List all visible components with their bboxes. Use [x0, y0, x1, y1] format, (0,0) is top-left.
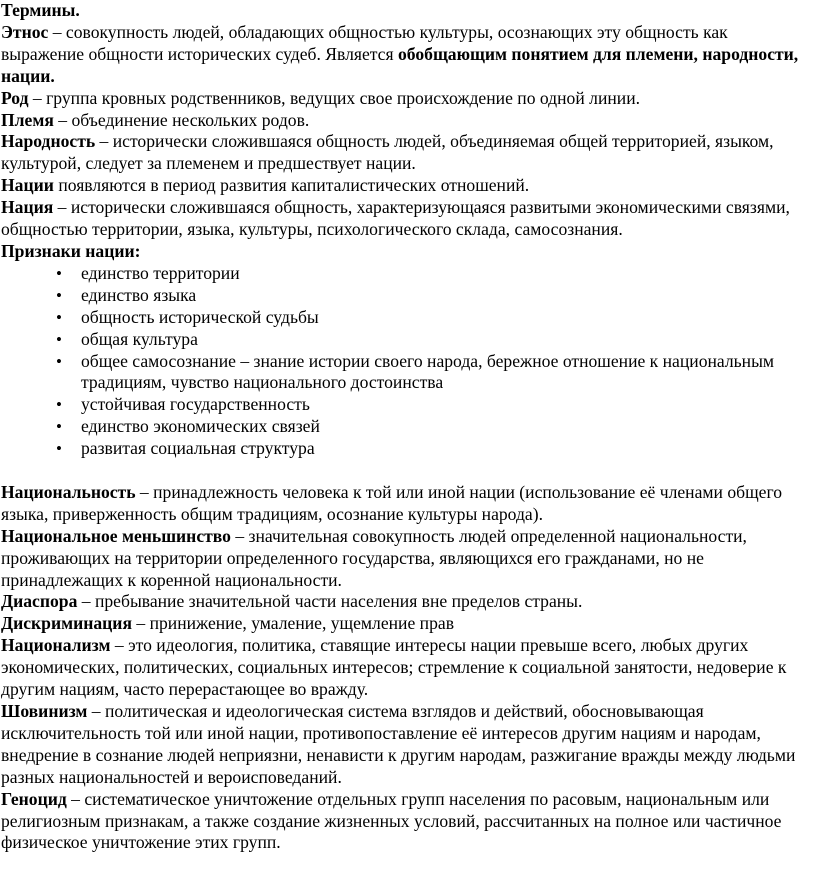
term-rod: Род – группа кровных родственников, ведущих свое происхождение по одной линии.	[1, 87, 641, 108]
signs-heading: Признаки нации:	[1, 240, 141, 261]
list-item: • единство экономических связей	[81, 416, 806, 438]
signs-list	[1, 263, 806, 460]
list-item: • устойчивая государственность	[81, 394, 806, 416]
term-genotsid: Геноцид – систематическое уничтожение отдельных групп населения по расовым, национальным или религиозным признакам, а также создание жизненных условий, рассчитанных на полное или частичное физическое уничтожение этих групп.	[1, 788, 782, 853]
term-diaspora: Диаспора – пребывание значительной части населения вне пределов страны.	[1, 591, 583, 612]
list-item: • единство языка	[81, 285, 806, 307]
term-natsionalnoe-menshinstvo: Национальное меньшинство – значительная совокупность людей определенной национальности, проживающих на территории определенного государства, являющихся его гражданами, но не принадлежащих к коренной национальности.	[1, 525, 747, 590]
list-item: • общая культура	[81, 329, 806, 351]
list-item: • общее самосознание – знание истории своего народа, бережное отношение к национальным традициям, чувство национального достоинства	[81, 351, 806, 395]
spacer	[1, 460, 806, 482]
document-title: Термины.	[1, 0, 80, 20]
list-item: • развитая социальная структура	[81, 438, 806, 460]
term-natsionalnost: Национальность – принадлежность человека к той или иной нации (использование её членами общего языка, приверженность общим традициям, осознание культуры народа).	[1, 481, 783, 524]
term-natsii: Нации появляются в период развития капиталистических отношений.	[1, 175, 530, 196]
list-item: • единство территории	[81, 263, 806, 285]
term-plemya: Племя – объединение нескольких родов.	[1, 109, 310, 130]
term-narodnost: Народность – исторически сложившаяся общность людей, объединяемая общей территорией, языком, культурой, следует за племенем и предшествует нации.	[1, 131, 774, 174]
term-diskriminatsiya: Дискриминация – принижение, умаление, ущемление прав	[1, 613, 454, 634]
term-natsiya: Нация – исторически сложившаяся общность, характеризующаяся развитыми экономическими связями, общностью территории, языка, культуры, психологического склада, самосознания.	[1, 197, 790, 240]
term-shovinizm: Шовинизм – политическая и идеологическая система взглядов и действий, обосновывающая исключительность той или иной нации, противопоставление её интересов другим нациям и народам, внедрение в сознание людей неприязни, ненависти к другим народам, разжигание вражды между людьми разных национальностей и вероисповеданий.	[1, 700, 796, 787]
term-ethnos: Этнос – совокупность людей, обладающих общностью культуры, осознающих эту общность как выражение общности исторических судеб. Является обобщающим понятием для племени, народности, нации.	[1, 21, 799, 86]
list-item: • общность исторической судьбы	[81, 307, 806, 329]
term-natsionalizm: Национализм – это идеология, политика, ставящие интересы нации превыше всего, любых других экономических, политических, социальных интересов; стремление к социальной занятости, недоверие к другим нациям, часто перерастающее во вражду.	[1, 635, 787, 700]
